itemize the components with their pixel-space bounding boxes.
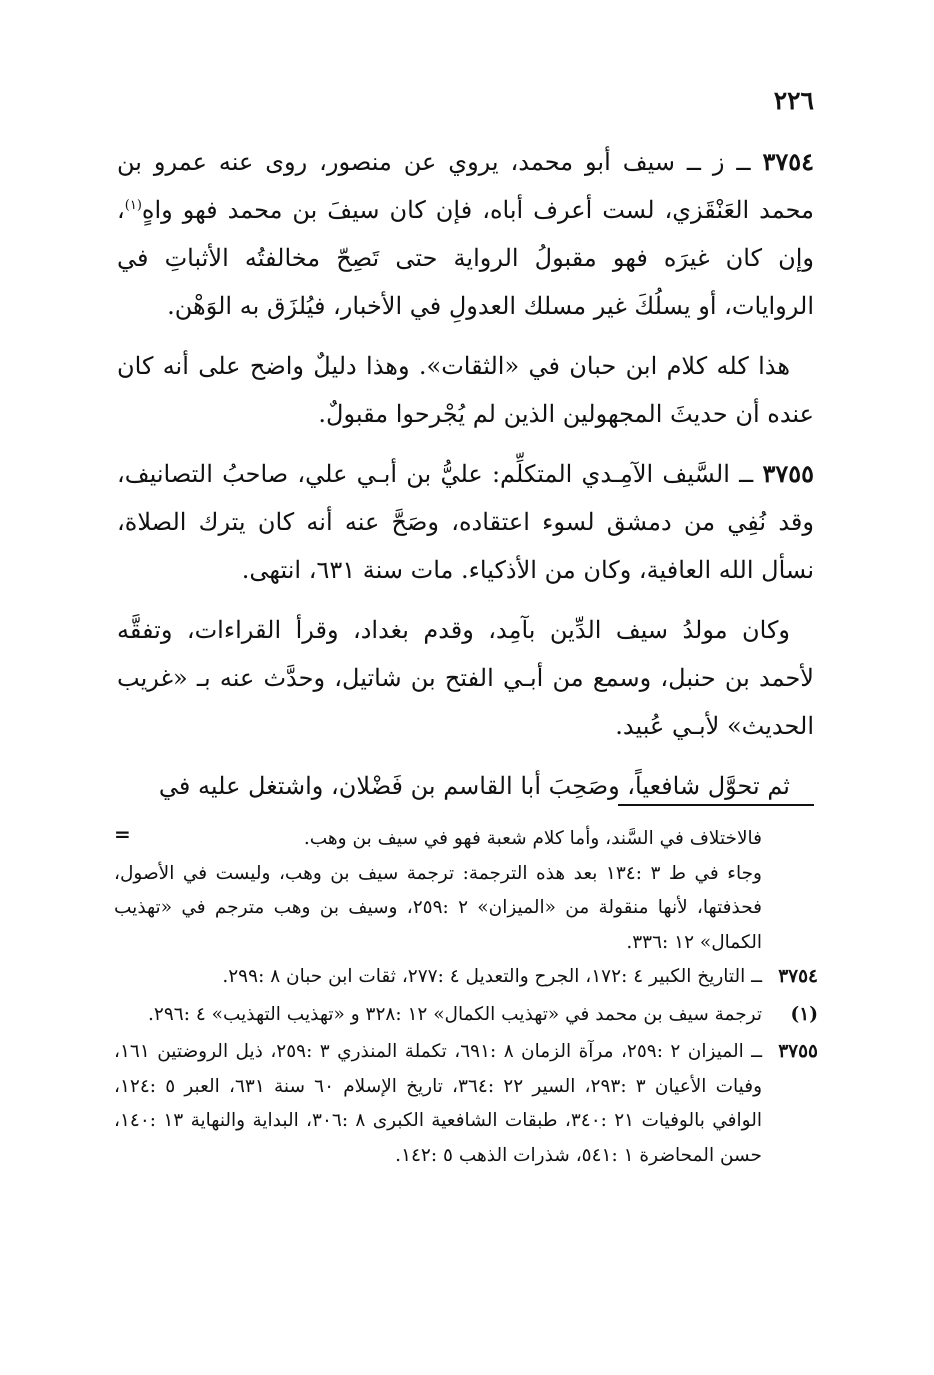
paragraph-birth: وكان مولدُ سيف الدِّين بآمِد، وقدم بغداد، وقرأ القراءات، وتفقَّه لأحمد بن حنبل، وسمع من أبـي الفتح بن شاتيل، وحدَّث عنه بـ «غريب الحديث» لأبـي عُبيد. [117,616,814,740]
source-note-3754 [114,960,818,995]
footnotes [114,822,818,1176]
footnote-ref: (١) [124,198,142,213]
entry-text: ــ السَّيف الآمِـدي المتكلِّم: عليُّ بن أبـي علي، صاحبُ التصانيف، وقد نُفِي من دمشق لسوء اعتقاده، وصَحَّ عنه أنه كان يترك الصلاة، نسأل الله العافية، وكان من الأذكياء. مات سنة ٦٣١، انتهى. [117,460,814,584]
continuation-mark: = [114,822,131,846]
footnote-continued: فالاختلاف في السَّند، وأما كلام شعبة فهو في سيف بن وهب. [303,828,762,849]
entry-number: ٣٧٥٥ [762,459,814,488]
source-note-number: ٣٧٥٤ [778,966,818,987]
entry-3755 [117,450,814,594]
source-note-text: ــ التاريخ الكبير ٤ :١٧٢، الجرح والتعديل ٤ :٢٧٧، ثقات ابن حبان ٨ :٢٩٩. [222,966,762,987]
footnote-text: ترجمة سيف بن محمد في «تهذيب الكمال» ١٢ :٣٢٨ و «تهذيب التهذيب» ٤ :٢٩٦. [148,1003,762,1025]
entry-number: ٣٧٥٤ [762,147,814,176]
editor-note: وجاء في ط ٣ :١٣٤ بعد هذه الترجمة: ترجمة سيف بن وهب، وليست في الأصول، فحذفتها، لأنها منقولة من «الميزان» ٢ :٢٥٩، وسيف بن وهب مترجم في «تهذيب الكمال» ١٢ :٣٣٦. [114,862,762,953]
source-note-number: ٣٧٥٥ [778,1041,818,1062]
source-note-3755 [114,1035,818,1173]
footnote-separator [618,804,814,806]
main-text [117,138,814,822]
entry-text: ــ ز ــ سيف أبو محمد، يروي عن منصور، روى عنه عمرو بن محمد العَنْقَزي، لست أعرف أباه، فإن كان سيفَ بن محمد فهو واهٍ [117,148,814,224]
source-note-text: ــ الميزان ٢ :٢٥٩، مرآة الزمان ٨ :٦٩١، تكملة المنذري ٣ :٢٥٩، ذيل الروضتين ١٦١، وفيات الأعيان ٣ :٢٩٣، السير ٢٢ :٣٦٤، تاريخ الإسلام ٦٠ سنة ٦٣١، العبر ٥ :١٢٤، الوافي بالوفيات ٢١ :٣٤٠، طبقات الشافعية الكبرى ٨ :٣٠٦، البداية والنهاية ١٣ :١٤٠، حسن المحاضرة ١ :٥٤١، شذرات الذهب ٥ :١٤٢. [114,1041,763,1166]
page-number: ٢٢٦ [773,86,814,115]
entry-3754 [117,138,814,330]
footnote-1 [114,998,818,1033]
paragraph-shafii: ثم تحوَّل شافعياً، وصَحِبَ أبا القاسم بن فَضْلان، واشتغل عليه في [158,772,790,800]
entry-text-cont: ، وإن كان غيرَه فهو مقبولُ الرواية حتى تَصِحّ مخالفتُه الأثباتِ في الروايات، أو يسلُكَ غير مسلك العدولِ في الأخبار، فيُلزَق به الوَهْن. [117,196,814,320]
footnote-number: (١) [790,1003,818,1025]
paragraph-ibn-hibban: هذا كله كلام ابن حبان في «الثقات». وهذا دليلٌ واضح على أنه كان عنده أن حديثَ المجهولين الذين لم يُجْرحوا مقبولٌ. [117,352,814,428]
